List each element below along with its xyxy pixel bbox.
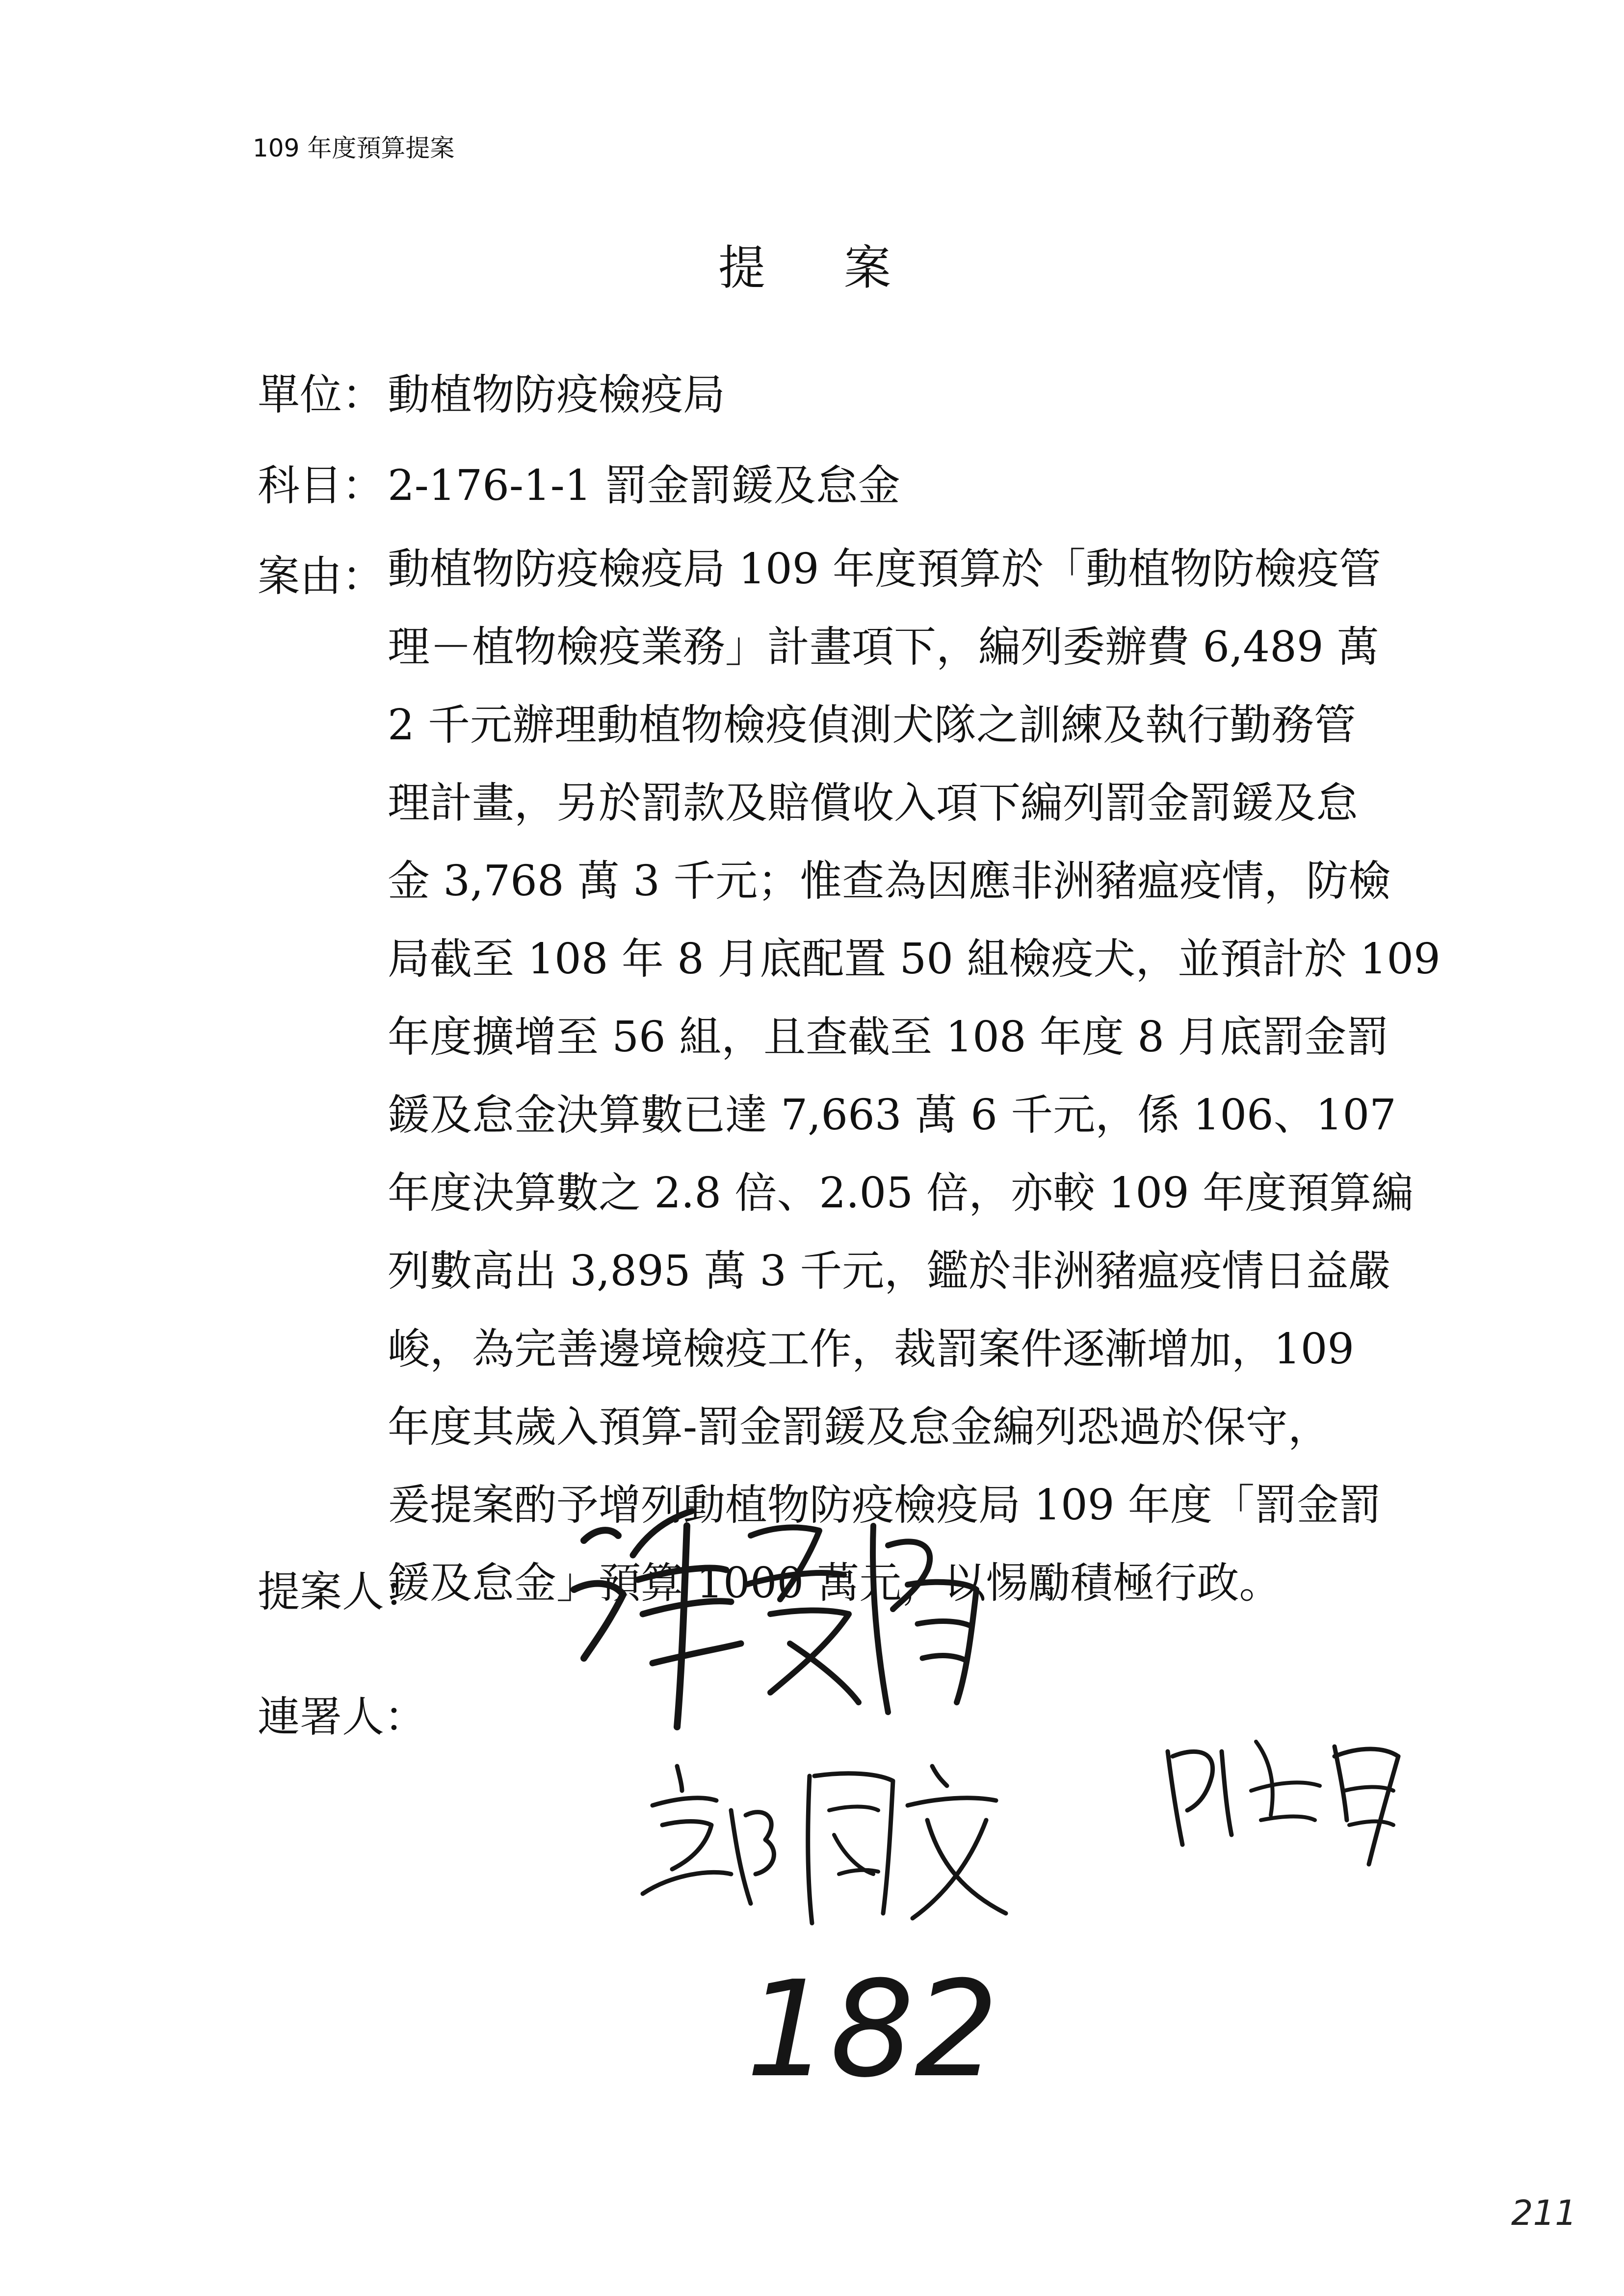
reason-label: 案由： — [258, 552, 384, 601]
reason-line: 爰提案酌予增列動植物防疫檢疫局 109 年度「罰金罰 — [388, 1481, 1381, 1530]
cosigner-label: 連署人： — [258, 1693, 426, 1742]
subject-label: 科目： — [258, 461, 384, 510]
subject-value: 2-176-1-1 罰金罰鍰及怠金 — [388, 461, 900, 510]
header-note: 109 年度預算提案 — [253, 134, 455, 162]
unit-value: 動植物防疫檢疫局 — [388, 370, 725, 419]
proposer-label: 提案人： — [258, 1567, 426, 1617]
unit-field — [258, 361, 725, 421]
handwritten-number-text: 182 — [746, 1952, 999, 2107]
cosigner-signature — [633, 1747, 1025, 1943]
unit-label: 單位： — [258, 370, 384, 419]
handwritten-number — [736, 1952, 1011, 2107]
reason-line: 峻，為完善邊境檢疫工作，裁罰案件逐漸增加，109 — [388, 1325, 1355, 1374]
subject-field — [258, 451, 900, 512]
document-title: 提案 — [718, 240, 969, 295]
reason-line: 理－植物檢疫業務」計畫項下，編列委辦費 6,489 萬 — [388, 623, 1379, 672]
reason-body — [388, 542, 1441, 1634]
reason-line: 年度其歲入預算-罰金罰鍰及怠金編列恐過於保守， — [388, 1403, 1331, 1452]
page-mark: 211 — [1511, 2193, 1577, 2233]
reason-line: 理計畫，另於罰款及賠償收入項下編列罰金罰鍰及怠 — [388, 779, 1358, 828]
reason-line: 鍰及怠金決算數已達 7,663 萬 6 千元，係 106、107 — [388, 1091, 1396, 1140]
cosigner-signature — [1158, 1717, 1433, 1894]
reason-line: 金 3,768 萬 3 千元；惟查為因應非洲豬瘟疫情，防檢 — [388, 857, 1391, 906]
reason-line: 2 千元辦理動植物檢疫偵測犬隊之訓練及執行勤務管 — [388, 701, 1357, 750]
reason-line: 列數高出 3,895 萬 3 千元，鑑於非洲豬瘟疫情日益嚴 — [388, 1247, 1391, 1296]
reason-line: 年度擴增至 56 組，且查截至 108 年度 8 月底罰金罰 — [388, 1013, 1389, 1062]
reason-line: 動植物防疫檢疫局 109 年度預算於「動植物防檢疫管 — [388, 545, 1381, 594]
reason-line: 鍰及怠金」預算 1000 萬元，以惕勵積極行政。 — [388, 1559, 1282, 1608]
reason-line: 局截至 108 年 8 月底配置 50 組檢疫犬，並預計於 109 — [388, 935, 1441, 984]
reason-line: 年度決算數之 2.8 倍、2.05 倍，亦較 109 年度預算編 — [388, 1169, 1414, 1218]
